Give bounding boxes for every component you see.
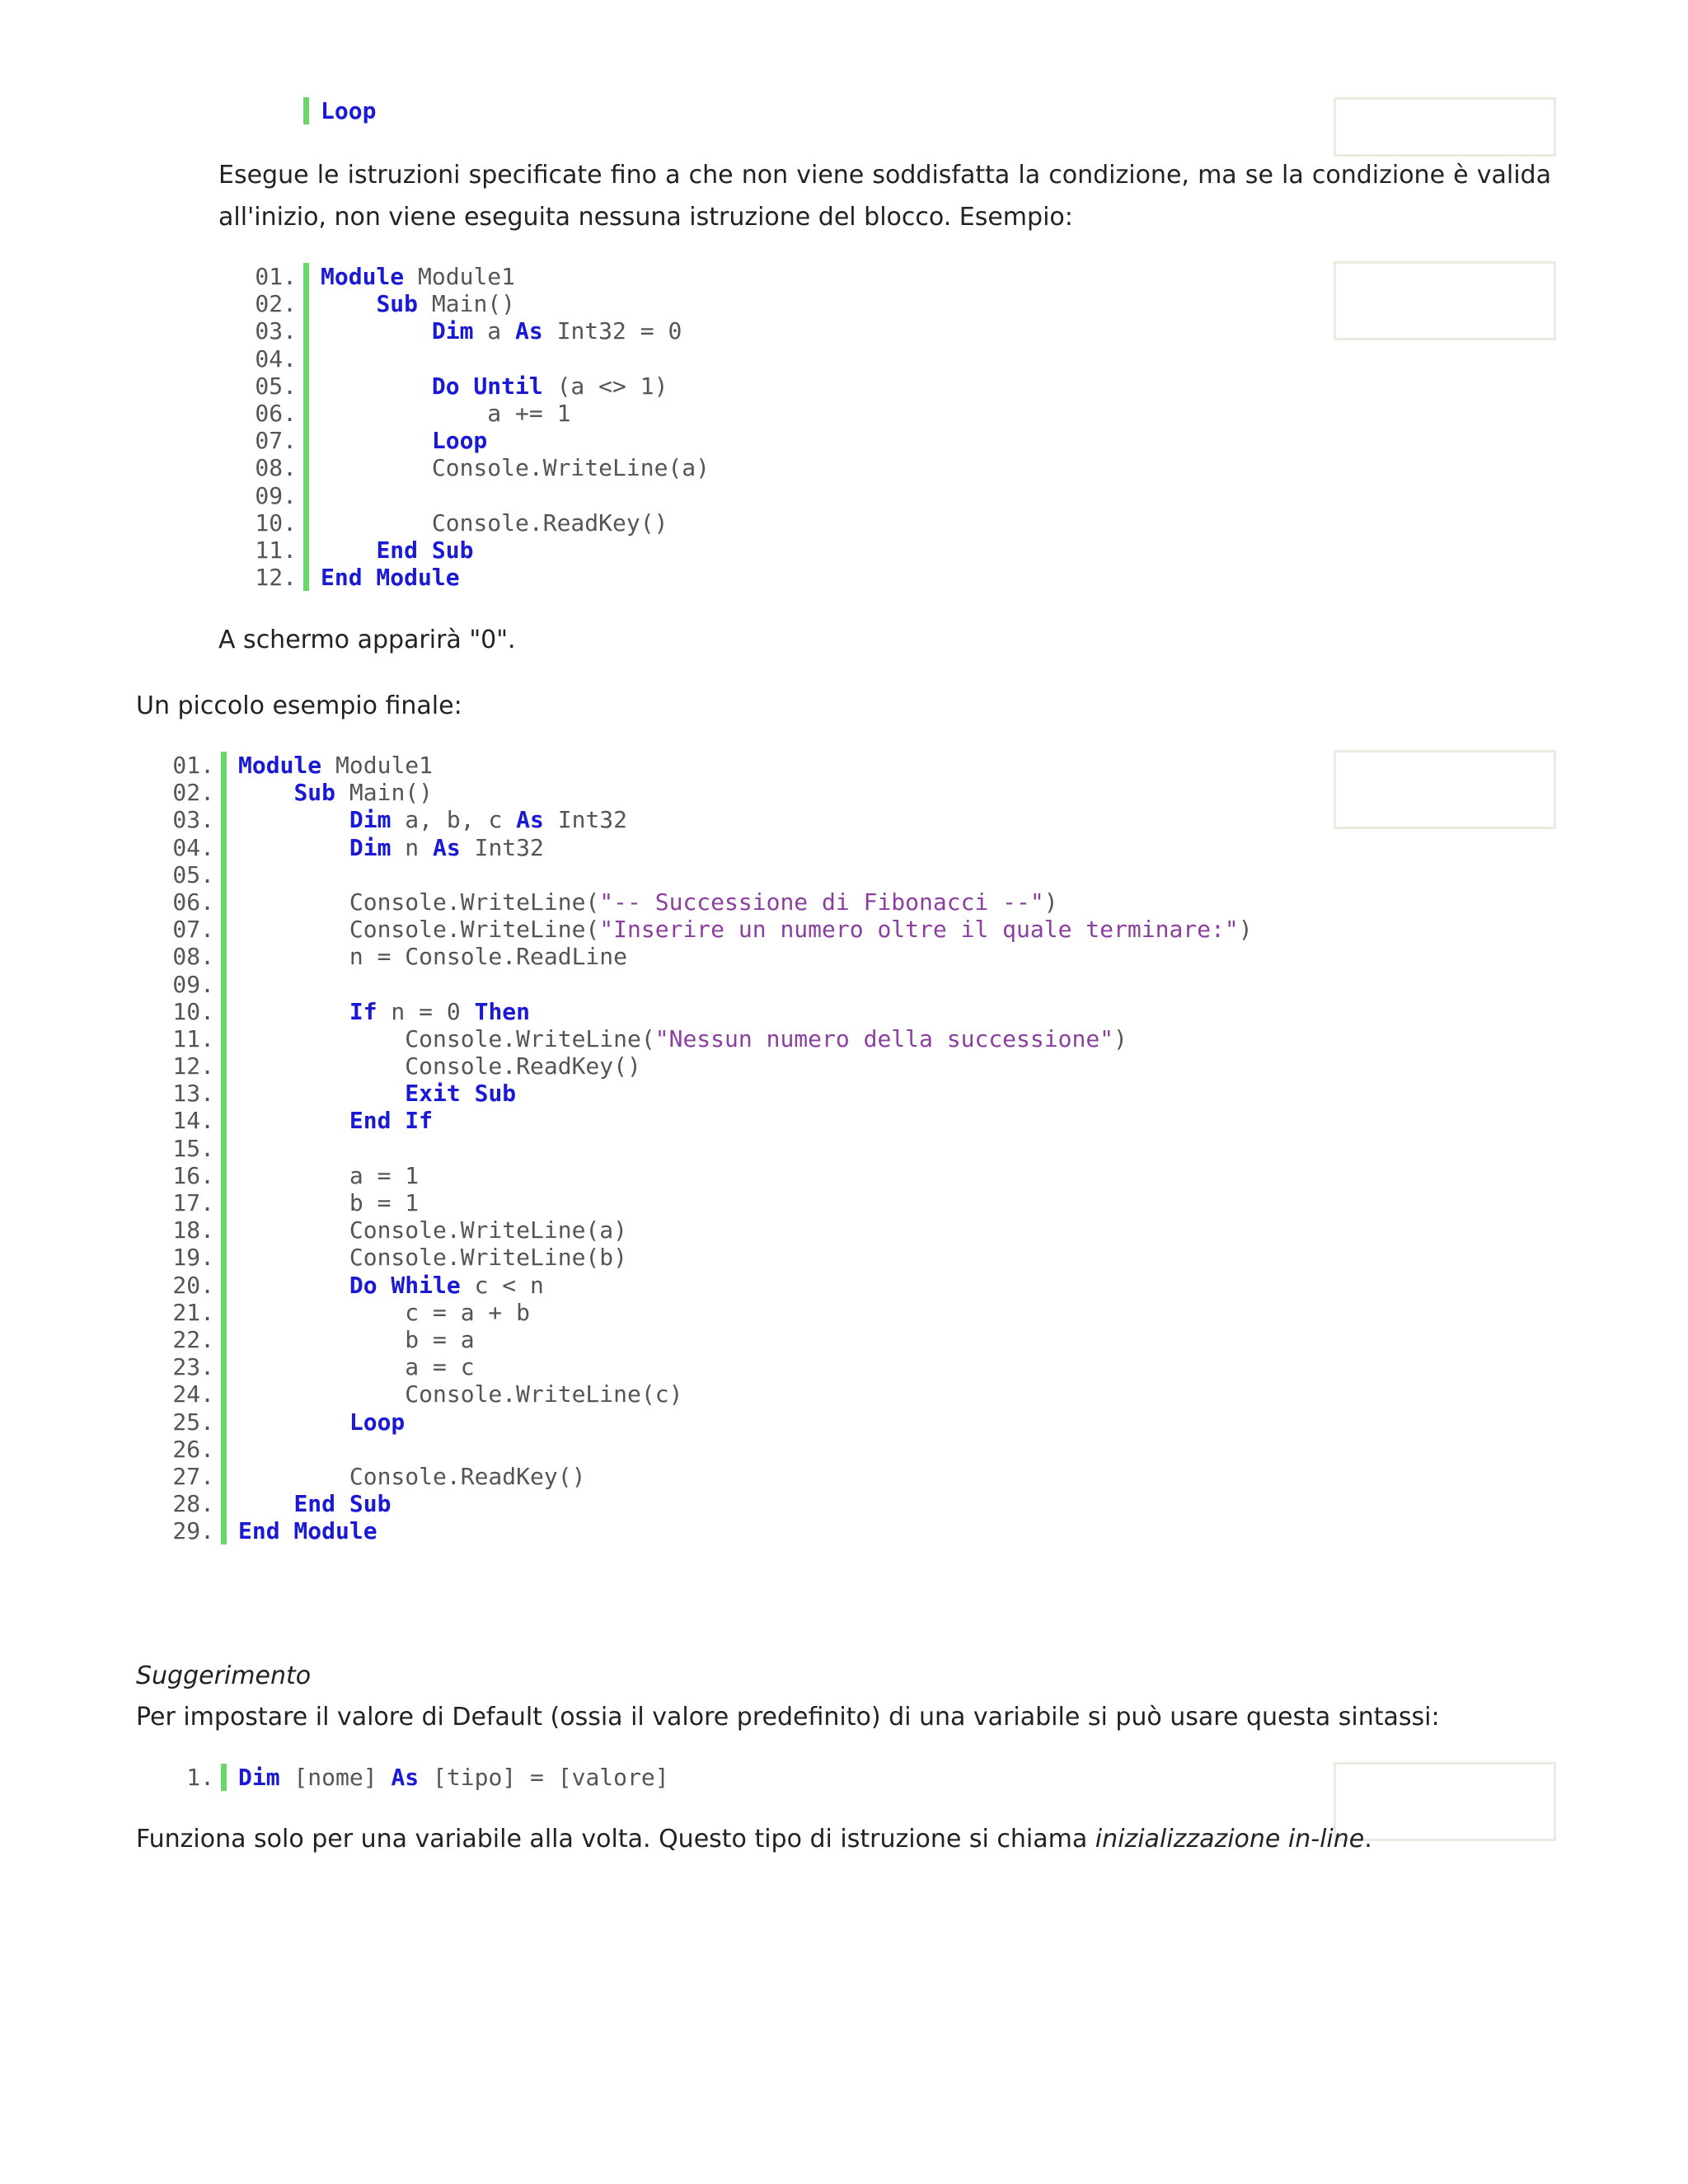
line-number: 12. [172, 1052, 214, 1080]
code-line [236, 263, 710, 290]
code-line [236, 482, 710, 509]
line-number: 08. [172, 943, 214, 971]
code-string: "Nessun numero della successione" [654, 1024, 1114, 1052]
code-line [236, 564, 710, 591]
line-number: 04. [172, 833, 214, 861]
code-line [153, 752, 1253, 779]
code-plain: Console.ReadKey() [238, 1462, 586, 1490]
line-number: 02. [255, 290, 297, 318]
line-number: 09. [172, 970, 214, 998]
code-string: "-- Successione di Fibonacci --" [599, 888, 1044, 916]
line-number: 06. [172, 888, 214, 916]
code-plain: n = Console.ReadLine [238, 943, 628, 971]
code-line [153, 834, 1253, 861]
code-plain [321, 373, 432, 400]
code-text [221, 1135, 252, 1162]
code-text [303, 509, 668, 537]
code-line [153, 1353, 1253, 1380]
code-line [153, 1436, 1253, 1463]
code-keyword: End Sub [376, 536, 474, 564]
line-number: 17. [172, 1189, 214, 1216]
code-plain [238, 1408, 349, 1436]
line-number: 27. [172, 1462, 214, 1490]
paragraph-inline-initialization [136, 1818, 1372, 1860]
code-text [221, 998, 530, 1025]
code-keyword: End Module [321, 564, 460, 592]
code-line [153, 1299, 1253, 1326]
code-keyword: Dim [349, 833, 392, 861]
paragraph-final-example-intro: Un piccolo esempio finale: [136, 691, 462, 720]
code-plain: [nome] [279, 1764, 392, 1791]
code-keyword: As [515, 317, 543, 345]
code-line [153, 1052, 1253, 1080]
code-text [221, 1299, 530, 1326]
code-plain: ) [1043, 888, 1058, 916]
code-plain [238, 1107, 349, 1134]
line-number: 07. [172, 916, 214, 944]
line-number: 03. [255, 317, 297, 345]
code-keyword: End Sub [293, 1490, 392, 1518]
code-plain: Int32 [543, 806, 628, 834]
code-text [221, 916, 1253, 943]
code-line [236, 373, 710, 400]
code-line [153, 888, 1253, 916]
code-text [303, 427, 487, 454]
line-number: 1. [186, 1764, 214, 1791]
code-keyword: Module [238, 752, 322, 779]
code-string: "Inserire un numero oltre il quale terminare:" [599, 916, 1239, 944]
code-plain [321, 537, 376, 564]
line-number: 15. [172, 1134, 214, 1162]
code-keyword: If [349, 997, 377, 1025]
code-line [236, 509, 710, 537]
code-plain: a = c [238, 1353, 475, 1381]
code-line [236, 97, 376, 124]
line-number: 29. [172, 1517, 214, 1545]
code-line [153, 1080, 1253, 1107]
code-text [221, 1189, 419, 1216]
code-text [303, 345, 335, 373]
line-number: 04. [255, 344, 297, 373]
code-snippet-loop [236, 97, 376, 124]
code-text [303, 263, 515, 290]
code-plain [321, 290, 376, 317]
code-plain [238, 1272, 349, 1299]
code-keyword: Do While [349, 1271, 461, 1299]
line-number: 24. [172, 1380, 214, 1408]
code-plain: c = a + b [238, 1298, 531, 1326]
line-number: 03. [172, 806, 214, 834]
code-plain [238, 1080, 405, 1107]
code-keyword: Sub [293, 779, 336, 807]
code-keyword: As [516, 806, 544, 834]
code-plain: Int32 [460, 833, 544, 861]
line-number: 07. [255, 427, 297, 455]
code-keyword: Sub [376, 290, 419, 318]
line-number: 01. [172, 752, 214, 779]
code-plain [238, 834, 349, 861]
code-text [221, 1216, 627, 1244]
code-plain: n [391, 833, 434, 861]
code-text [221, 1764, 669, 1791]
code-text [303, 482, 335, 509]
code-text [303, 537, 473, 564]
code-plain: Console.WriteLine(b) [238, 1244, 628, 1272]
code-text [303, 317, 682, 344]
line-number: 14. [172, 1107, 214, 1135]
code-plain: Console.WriteLine(a) [238, 1216, 628, 1244]
code-keyword: As [391, 1764, 420, 1791]
code-line [153, 1216, 1253, 1244]
code-line [153, 1025, 1253, 1052]
code-line [236, 290, 710, 317]
code-plain: Int32 = 0 [542, 317, 682, 345]
code-line [153, 1162, 1253, 1189]
code-keyword: End If [349, 1107, 434, 1135]
code-line [236, 400, 710, 427]
code-plain: Console.ReadKey() [238, 1052, 641, 1080]
code-line [153, 1326, 1253, 1353]
paragraph-text: Funziona solo per una variabile alla volta. Questo tipo di istruzione si chiama [136, 1825, 1095, 1854]
code-plain: a [473, 317, 516, 345]
line-number: 11. [255, 536, 297, 564]
code-text [221, 1436, 252, 1463]
code-line [153, 1490, 1253, 1517]
code-text [221, 1326, 475, 1353]
code-snippet-dim-syntax [153, 1764, 669, 1791]
copy-code-button[interactable] [1334, 750, 1556, 829]
code-keyword: Dim [431, 317, 474, 345]
code-plain [238, 806, 349, 833]
code-plain: [tipo] = [valore] [419, 1764, 669, 1791]
line-number: 22. [172, 1325, 214, 1353]
code-text [221, 1162, 419, 1189]
line-number: 16. [172, 1161, 214, 1189]
line-number: 13. [172, 1080, 214, 1108]
code-plain: Main() [418, 290, 516, 318]
code-line [153, 861, 1253, 888]
paragraph-do-until-description: Esegue le istruzioni specificate fino a che non viene soddisfatta la condizione, ma se la condizione è valida all'inizio, non viene eseguita nessuna istruzione del blocco. Esempio: [218, 161, 1551, 232]
code-line [153, 916, 1253, 943]
code-text [221, 888, 1058, 916]
line-number: 02. [172, 779, 214, 807]
code-keyword: Do Until [431, 372, 543, 400]
code-plain: Console.WriteLine( [238, 888, 600, 916]
line-number: 20. [172, 1271, 214, 1299]
line-number: 10. [172, 997, 214, 1025]
code-text [221, 1107, 433, 1134]
code-plain: Main() [335, 779, 434, 807]
code-text [303, 373, 668, 400]
code-line [153, 1764, 669, 1791]
code-keyword: Loop [431, 427, 488, 455]
line-number: 21. [172, 1298, 214, 1326]
code-text [221, 1408, 405, 1436]
code-line [153, 1408, 1253, 1436]
code-text [221, 1080, 516, 1107]
line-number: 25. [172, 1408, 214, 1436]
code-keyword: Module [321, 263, 405, 290]
code-plain: Module1 [321, 752, 434, 779]
code-plain: a += 1 [321, 399, 571, 427]
line-number: 19. [172, 1244, 214, 1272]
code-text [221, 861, 252, 888]
code-plain: a = 1 [238, 1161, 420, 1189]
code-line [153, 1135, 1253, 1162]
code-line [153, 1380, 1253, 1408]
code-text [303, 290, 515, 317]
code-line [153, 1244, 1253, 1271]
code-text [221, 779, 433, 806]
code-plain [238, 1490, 293, 1517]
code-line [153, 1189, 1253, 1216]
code-text [221, 1052, 641, 1080]
code-line [153, 943, 1253, 970]
code-text [221, 1272, 544, 1299]
code-plain: Console.WriteLine( [238, 916, 600, 944]
line-number: 05. [255, 372, 297, 400]
line-number: 26. [172, 1435, 214, 1463]
code-text [221, 806, 627, 833]
code-plain [238, 779, 293, 806]
code-plain: b = a [238, 1325, 475, 1353]
code-plain: (a <> 1) [542, 372, 668, 400]
code-keyword: Dim [238, 1764, 280, 1791]
line-number: 28. [172, 1490, 214, 1518]
hint-title: Suggerimento [136, 1661, 312, 1690]
code-text [221, 1025, 1128, 1052]
line-number: 09. [255, 481, 297, 509]
line-number: 08. [255, 454, 297, 482]
code-text [221, 943, 627, 970]
copy-code-button[interactable] [1334, 97, 1556, 157]
code-keyword: As [433, 833, 461, 861]
code-line [153, 971, 1253, 998]
line-number: 18. [172, 1216, 214, 1244]
code-keyword: Then [474, 997, 531, 1025]
code-text [303, 400, 570, 427]
line-number: 10. [255, 509, 297, 537]
code-line [153, 998, 1253, 1025]
code-snippet-do-until-example [236, 263, 710, 591]
code-plain [321, 317, 432, 344]
code-keyword: Dim [349, 806, 392, 834]
line-number: 12. [255, 564, 297, 592]
code-line [153, 1107, 1253, 1134]
code-plain: n = 0 [377, 997, 475, 1025]
line-number: 23. [172, 1353, 214, 1381]
code-keyword: Exit Sub [405, 1080, 517, 1108]
code-line [153, 779, 1253, 806]
line-number: 06. [255, 399, 297, 427]
code-line [236, 345, 710, 373]
code-text [221, 834, 544, 861]
code-line [153, 1517, 1253, 1544]
code-line [153, 1463, 1253, 1490]
code-plain: b = 1 [238, 1189, 420, 1216]
code-line [153, 1272, 1253, 1299]
line-number: 11. [172, 1024, 214, 1052]
code-text [221, 1244, 627, 1271]
code-text [303, 454, 710, 481]
code-text [303, 564, 460, 591]
code-text [221, 752, 433, 779]
code-text [221, 971, 252, 998]
code-line [153, 806, 1253, 833]
paragraph-end: . [1364, 1825, 1372, 1854]
code-text [221, 1463, 585, 1490]
code-text [303, 97, 376, 124]
code-keyword: Loop [349, 1408, 406, 1436]
code-line [236, 427, 710, 454]
code-line [236, 537, 710, 564]
code-text [221, 1380, 682, 1408]
code-text [221, 1490, 391, 1517]
code-plain: Console.WriteLine(a) [321, 454, 710, 482]
code-text [221, 1353, 475, 1380]
term-inline-initialization: inizializzazione in-line [1095, 1825, 1365, 1854]
code-plain [238, 998, 349, 1025]
code-line [236, 317, 710, 344]
line-number: 01. [255, 263, 297, 290]
paragraph-default-value-syntax: Per impostare il valore di Default (ossia il valore predefinito) di una variabile si può usare questa sintassi: [136, 1703, 1440, 1732]
code-plain: Console.WriteLine( [238, 1024, 655, 1052]
paragraph-output-result: A schermo apparirà "0". [218, 626, 516, 654]
code-plain: c < n [460, 1271, 544, 1299]
code-line [236, 454, 710, 481]
code-plain [321, 427, 432, 454]
code-text [221, 1517, 377, 1544]
code-plain: Console.WriteLine(c) [238, 1380, 683, 1408]
code-keyword: Loop [321, 97, 377, 124]
line-number: 05. [172, 860, 214, 888]
code-plain: Module1 [404, 263, 516, 290]
copy-code-button[interactable] [1334, 261, 1556, 340]
code-plain: a, b, c [391, 806, 517, 834]
code-plain: ) [1114, 1024, 1128, 1052]
code-keyword: End Module [238, 1517, 377, 1545]
code-snippet-fibonacci [153, 752, 1253, 1544]
code-plain: ) [1238, 916, 1253, 944]
code-plain: Console.ReadKey() [321, 509, 668, 537]
